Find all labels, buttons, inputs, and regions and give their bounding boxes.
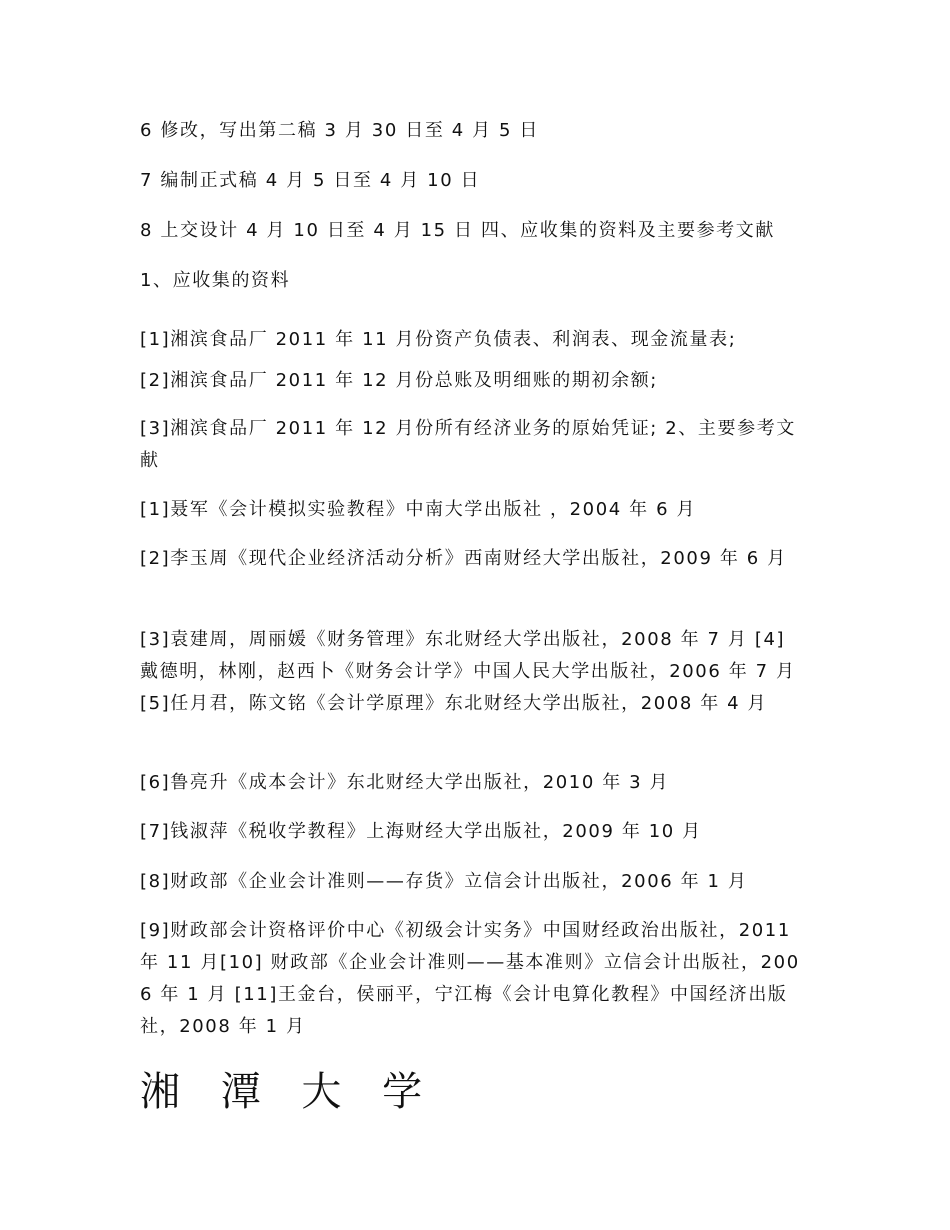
reference-item-7: [7]钱淑萍《税收学教程》上海财经大学出版社，2009 年 10 月	[140, 821, 702, 842]
reference-items-9-11: [9]财政部会计资格评价中心《初级会计实务》中国财经政治出版社，2011 年 11 月[10] 财政部《企业会计准则——基本准则》立信会计出版社，2006 年 1 月 [11]王金台，侯丽平，宁江梅《会计电算化教程》中国经济出版社，2008 年 1 月	[140, 920, 800, 1037]
material-item-1: [1]湘滨食品厂 2011 年 11 月份资产负债表、利润表、现金流量表;	[140, 329, 737, 350]
material-item-2: [2]湘滨食品厂 2011 年 12 月份总账及明细账的期初余额;	[140, 370, 658, 391]
schedule-item-7: 7 编制正式稿 4 月 5 日至 4 月 10 日	[140, 170, 481, 191]
reference-items-3-5: [3]袁建周，周丽媛《财务管理》东北财经大学出版社，2008 年 7 月 [4]戴德明，林刚，赵西卜《财务会计学》中国人民大学出版社，2006 年 7 月 [5]任月君，陈文铭《会计学原理》东北财经大学出版社，2008 年 4 月	[140, 629, 796, 714]
university-heading: 湘 潭 大 学	[140, 1069, 437, 1115]
reference-item-6: [6]鲁亮升《成本会计》东北财经大学出版社，2010 年 3 月	[140, 772, 670, 793]
section-materials-title: 1、应收集的资料	[140, 270, 291, 291]
schedule-item-6: 6 修改，写出第二稿 3 月 30 日至 4 月 5 日	[140, 120, 540, 141]
reference-item-1: [1]聂军《会计模拟实验教程》中南大学出版社 ，2004 年 6 月	[140, 499, 697, 520]
schedule-item-8: 8 上交设计 4 月 10 日至 4 月 15 日 四、应收集的资料及主要参考文献	[140, 220, 775, 241]
reference-item-2: [2]李玉周《现代企业经济活动分析》西南财经大学出版社，2009 年 6 月	[140, 548, 787, 569]
material-item-3: [3]湘滨食品厂 2011 年 12 月份所有经济业务的原始凭证; 2、主要参考文献	[140, 418, 796, 471]
reference-item-8: [8]财政部《企业会计准则——存货》立信会计出版社，2006 年 1 月	[140, 871, 748, 892]
